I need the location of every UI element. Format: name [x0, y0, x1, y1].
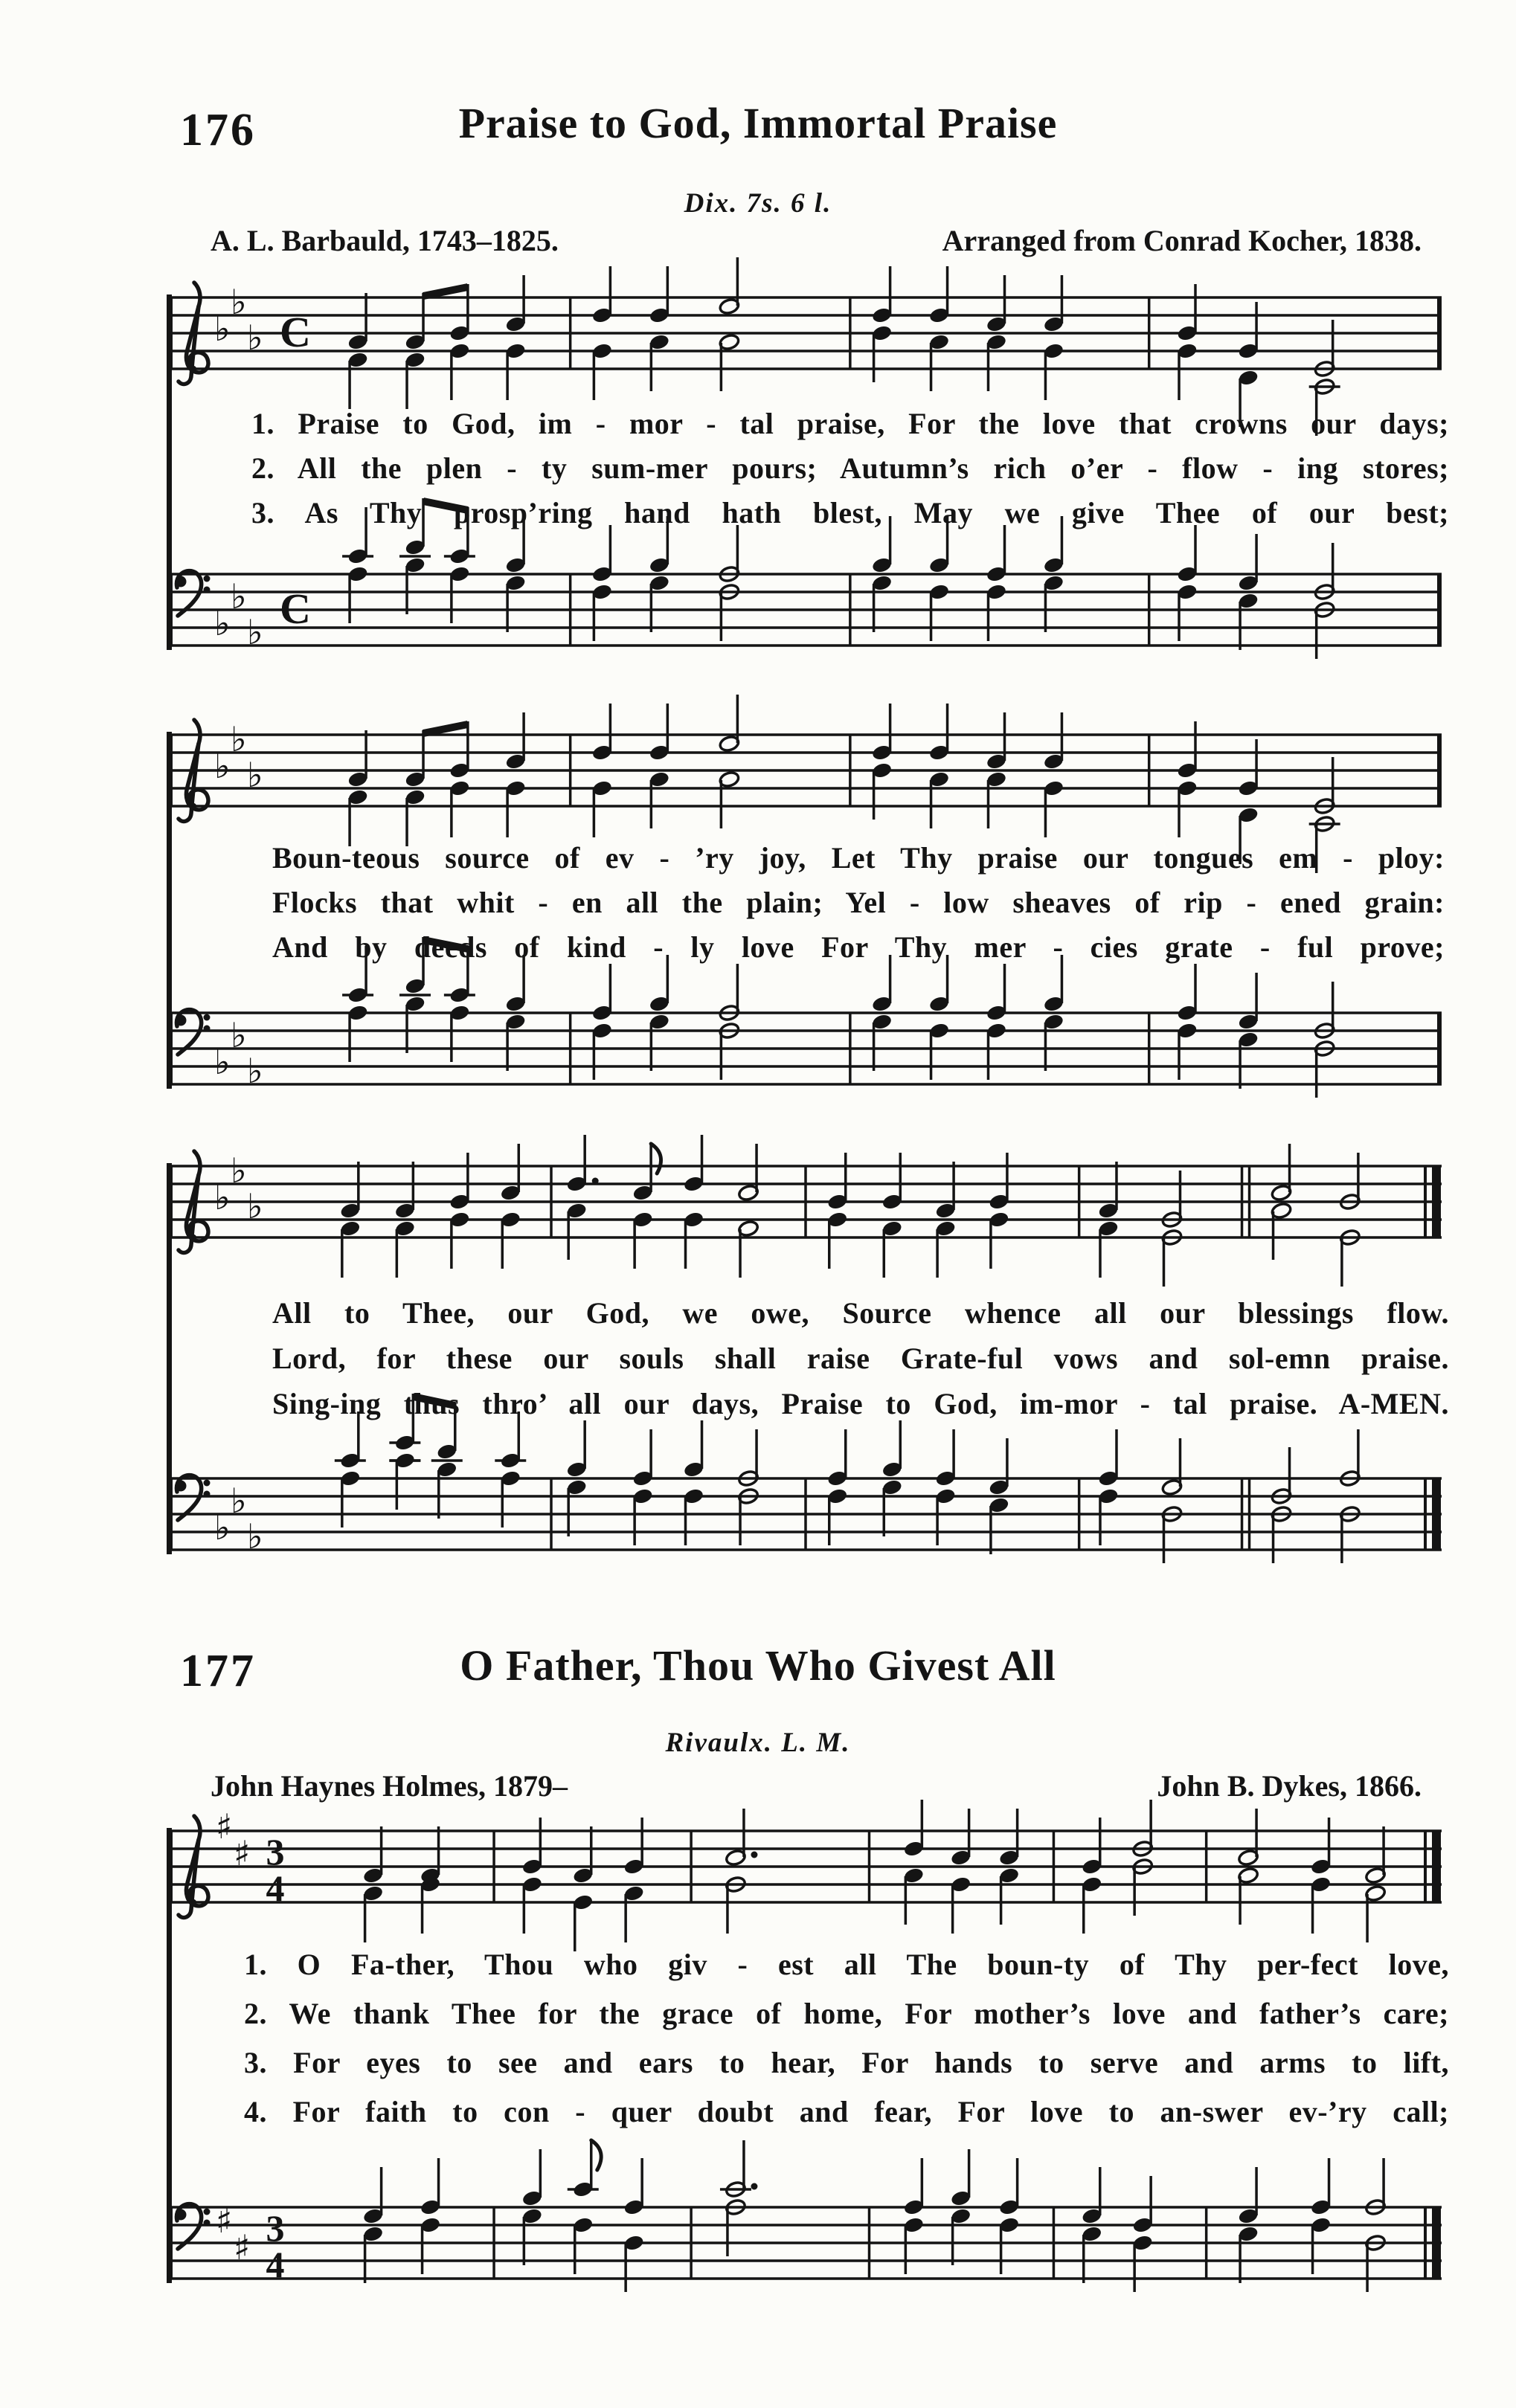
- svg-text:♭: ♭: [247, 612, 263, 652]
- lyric-line: Lord, for these our souls shall raise Grate-ful vows and sol-emn praise.: [272, 1342, 1449, 1375]
- svg-text:C: C: [280, 308, 311, 356]
- lyric-line: Boun-teous source of ev - ’ry joy, Let Thy praise our tongues em - ploy:: [272, 841, 1445, 875]
- lyric-line: 1. O Fa-ther, Thou who giv - est all The boun-ty of Thy per-fect love,: [244, 1948, 1449, 1981]
- hymn-number-176: 176: [180, 105, 256, 155]
- lyric-line: Flocks that whit - en all the plain; Yel - low sheaves of rip - ened grain:: [272, 886, 1445, 919]
- svg-text:♭: ♭: [214, 1042, 231, 1082]
- tune-line-177: Rivaulx. L. M.: [665, 1728, 851, 1758]
- composer-177: John B. Dykes, 1866.: [1157, 1769, 1422, 1803]
- tune-line-176: Dix. 7s. 6 l.: [684, 188, 832, 219]
- svg-text:♯: ♯: [216, 1806, 233, 1847]
- svg-text:♭: ♭: [247, 755, 263, 795]
- svg-text:3: 3: [266, 1831, 285, 1873]
- lyric-line: 3. As Thy prosp’ring hand hath blest, May we give Thee of our best;: [251, 496, 1449, 529]
- hymn-title-177: O Father, Thou Who Givest All: [460, 1641, 1056, 1690]
- svg-text:4: 4: [266, 1867, 285, 1909]
- svg-text:♭: ♭: [247, 318, 263, 358]
- staff-svg: [170, 2124, 1442, 2362]
- hymn-number-177: 177: [180, 1646, 256, 1696]
- music-staff-176-system3-treble: [170, 1083, 1442, 1321]
- svg-text:♭: ♭: [231, 282, 247, 322]
- svg-text:♭: ♭: [231, 1015, 247, 1055]
- composer-176: Arranged from Conrad Kocher, 1838.: [942, 224, 1422, 257]
- svg-text:♭: ♭: [247, 1186, 263, 1226]
- svg-text:♭: ♭: [214, 746, 231, 786]
- author-176: A. L. Barbauld, 1743–1825.: [211, 224, 559, 257]
- lyric-line: 3. For eyes to see and ears to hear, For hands to serve and arms to lift,: [244, 2046, 1449, 2079]
- verse-block-176-1: [251, 406, 1449, 540]
- svg-text:♭: ♭: [247, 1051, 263, 1091]
- staff-svg: [170, 1083, 1442, 1321]
- lyric-line: Sing-ing thus thro’ all our days, Praise to God, im-mor - tal praise. A-MEN.: [272, 1387, 1449, 1420]
- svg-text:♯: ♯: [234, 2227, 251, 2267]
- svg-text:3: 3: [266, 2207, 285, 2249]
- hymn-title-176: Praise to God, Immortal Praise: [458, 99, 1058, 147]
- svg-text:♭: ♭: [231, 1150, 247, 1191]
- lyric-line: 2. We thank Thee for the grace of home, For mother’s love and father’s care;: [244, 1997, 1449, 2030]
- lyric-line: All to Thee, our God, we owe, Source whence all our blessings flow.: [272, 1296, 1449, 1330]
- lyric-line: And by deeds of kind - ly love For Thy mer - cies grate - ful prove;: [272, 930, 1445, 964]
- music-staff-177-system1-bass: [170, 2124, 1442, 2362]
- svg-text:♯: ♯: [234, 1833, 251, 1873]
- svg-text:♭: ♭: [214, 1507, 231, 1548]
- author-177: John Haynes Holmes, 1879–: [211, 1769, 568, 1803]
- svg-text:♭: ♭: [214, 603, 231, 643]
- svg-text:C: C: [280, 585, 311, 633]
- svg-text:♯: ♯: [216, 2201, 233, 2241]
- verse-block-176-2: [272, 840, 1445, 974]
- verse-block-177-1: [244, 1947, 1449, 2143]
- svg-text:♭: ♭: [214, 1177, 231, 1217]
- lyric-line: 1. Praise to God, im - mor - tal praise, For the love that crowns our days;: [251, 407, 1449, 440]
- svg-text:4: 4: [266, 2244, 285, 2285]
- svg-text:♭: ♭: [231, 719, 247, 759]
- verse-block-176-3: [272, 1295, 1449, 1432]
- svg-text:♭: ♭: [214, 309, 231, 349]
- lyric-line: 4. For faith to con - quer doubt and fear, For love to an-swer ev-’ry call;: [244, 2095, 1449, 2128]
- svg-text:♭: ♭: [247, 1516, 263, 1556]
- lyric-line: 2. All the plen - ty sum-mer pours; Autumn’s rich o’er - flow - ing stores;: [251, 451, 1449, 485]
- svg-text:♭: ♭: [231, 1481, 247, 1521]
- svg-text:♭: ♭: [231, 576, 247, 617]
